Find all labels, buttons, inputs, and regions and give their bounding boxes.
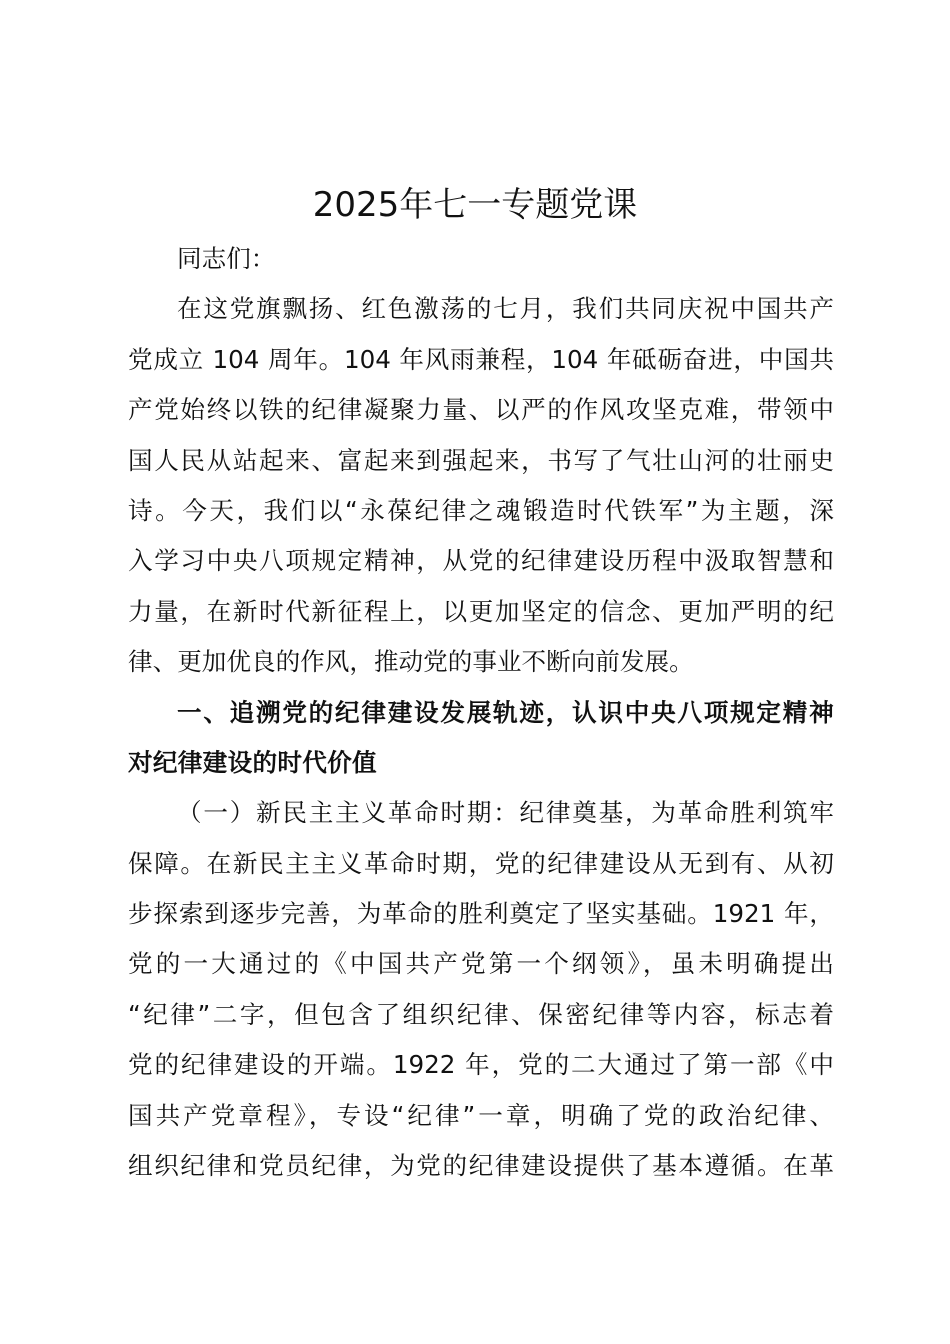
document-title: 2025年七一专题党课 (312, 185, 638, 225)
body-line: 国人民从站起来、富起来到强起来，书写了气壮山河的壮丽史 (128, 445, 834, 475)
body-line: 诗。今天，我们以“永葆纪律之魂锻造时代铁军”为主题，深 (128, 495, 834, 525)
body-line: 力量，在新时代新征程上，以更加坚定的信念、更加严明的纪 (128, 596, 834, 626)
body-line: 党的一大通过的《中国共产党第一个纲领》，虽未明确提出 (128, 949, 834, 979)
body-line: “纪律”二字，但包含了组织纪律、保密纪律等内容，标志着 (128, 999, 834, 1029)
body-line: 律、更加优良的作风，推动党的事业不断向前发展。 (128, 647, 694, 677)
section-heading-line: 一、追溯党的纪律建设发展轨迹，认识中央八项规定精神 (177, 697, 834, 727)
body-line: 保障。在新民主主义革命时期，党的纪律建设从无到有、从初 (128, 848, 834, 878)
body-line: 步探索到逐步完善，为革命的胜利奠定了坚实基础。1921 年， (128, 899, 834, 929)
body-line: 国共产党章程》，专设“纪律”一章，明确了党的政治纪律、 (128, 1100, 834, 1130)
body-line: 入学习中央八项规定精神，从党的纪律建设历程中汲取智慧和 (128, 546, 834, 576)
section-heading-line: 对纪律建设的时代价值 (128, 747, 377, 777)
body-line: 在这党旗飘扬、红色激荡的七月，我们共同庆祝中国共产 (177, 294, 834, 324)
document-body (128, 234, 834, 1191)
body-line: 同志们： (177, 244, 276, 273)
body-line: （一）新民主主义革命时期：纪律奠基，为革命胜利筑牢 (177, 798, 834, 828)
body-line: 党成立 104 周年。104 年风雨兼程，104 年砥砺奋进，中国共 (128, 344, 834, 374)
body-line: 产党始终以铁的纪律凝聚力量、以严的作风攻坚克难，带领中 (128, 395, 834, 425)
body-line: 党的纪律建设的开端。1922 年，党的二大通过了第一部《中 (128, 1050, 834, 1080)
body-line: 组织纪律和党员纪律，为党的纪律建设提供了基本遵循。在革 (128, 1151, 834, 1181)
